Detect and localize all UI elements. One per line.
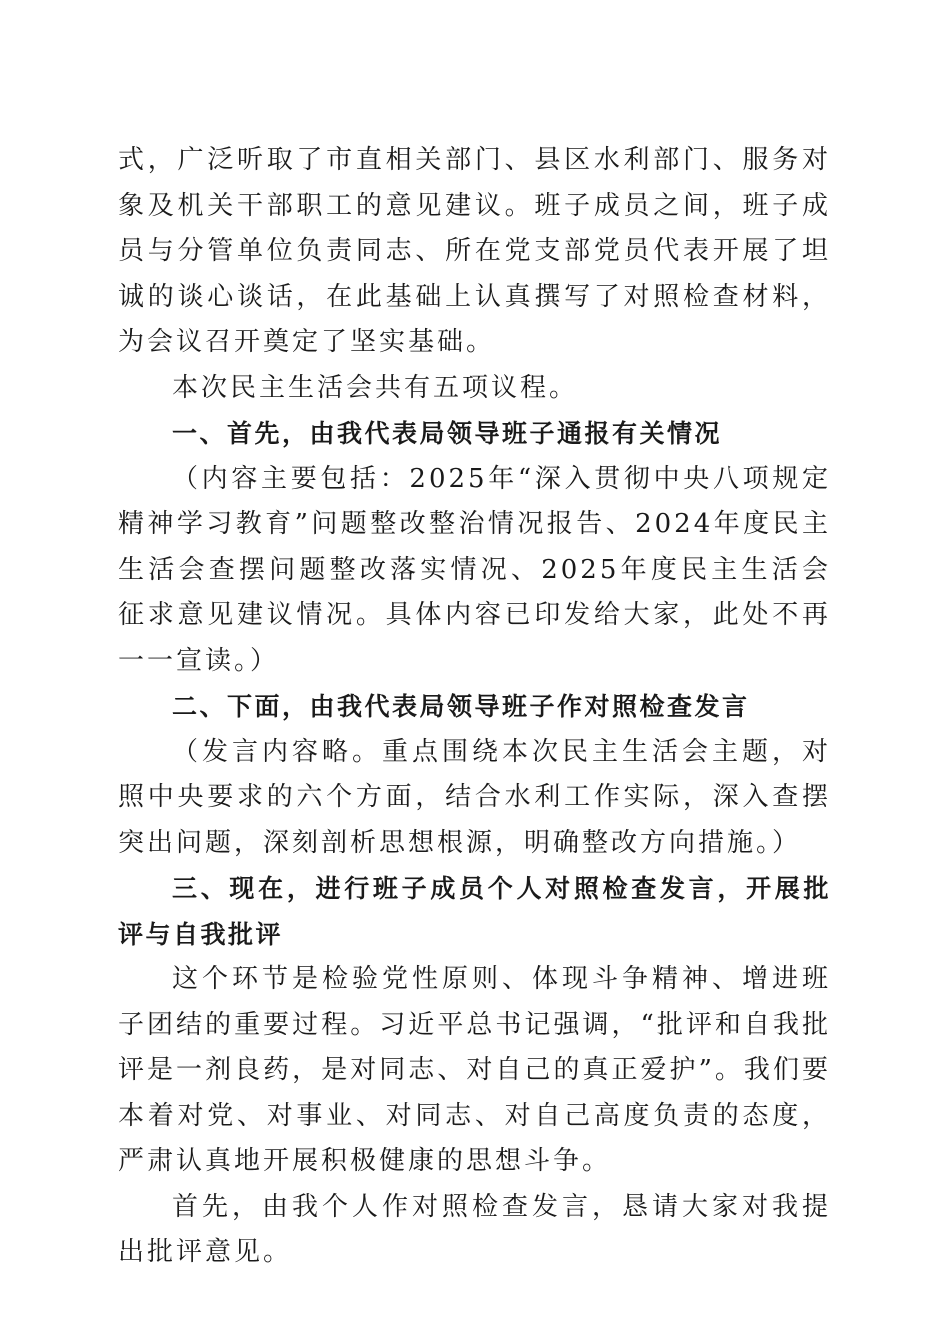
- paragraph-intro-continuation: 式，广泛听取了市直相关部门、县区水利部门、服务对象及机关干部职工的意见建议。班子成员之间，班子成员与分管单位负责同志、所在党支部党员代表开展了坦诚的谈心谈话，在此基础上认真撰写了对照检查材料，为会议召开奠定了坚实基础。: [118, 145, 831, 357]
- paragraph-item-2-note: （发言内容略。重点围绕本次民主生活会主题，对照中央要求的六个方面，结合水利工作实际，深入查摆突出问题，深刻剖析思想根源，明确整改方向措施。）: [118, 736, 831, 858]
- paragraph-item-3-closing: 首先，由我个人作对照检查发言，恳请大家对我提出批评意见。: [118, 1191, 831, 1267]
- paragraph-agenda-intro: 本次民主生活会共有五项议程。: [172, 372, 579, 403]
- section-heading-1: 一、首先，由我代表局领导班子通报有关情况: [172, 419, 723, 448]
- document-page: [118, 138, 831, 1276]
- paragraph-item-3-body: 这个环节是检验党性原则、体现斗争精神、增进班子团结的重要过程。习近平总书记强调，“批评和自我批评是一剂良药，是对同志、对自己的真正爱护”。我们要本着对党、对事业、对同志、对自己高度负责的态度，严肃认真地开展积极健康的思想斗争。: [118, 964, 831, 1176]
- section-heading-3: 三、现在，进行班子成员个人对照检查发言，开展批评与自我批评: [118, 874, 831, 949]
- paragraph-item-1-note: （内容主要包括：2025年“深入贯彻中央八项规定精神学习教育”问题整改整治情况报告、2024年度民主生活会查摆问题整改落实情况、2025年度民主生活会征求意见建议情况。具体内容已印发给大家，此处不再一一宣读。）: [118, 463, 831, 676]
- section-heading-2: 二、下面，由我代表局领导班子作对照检查发言: [172, 692, 750, 721]
